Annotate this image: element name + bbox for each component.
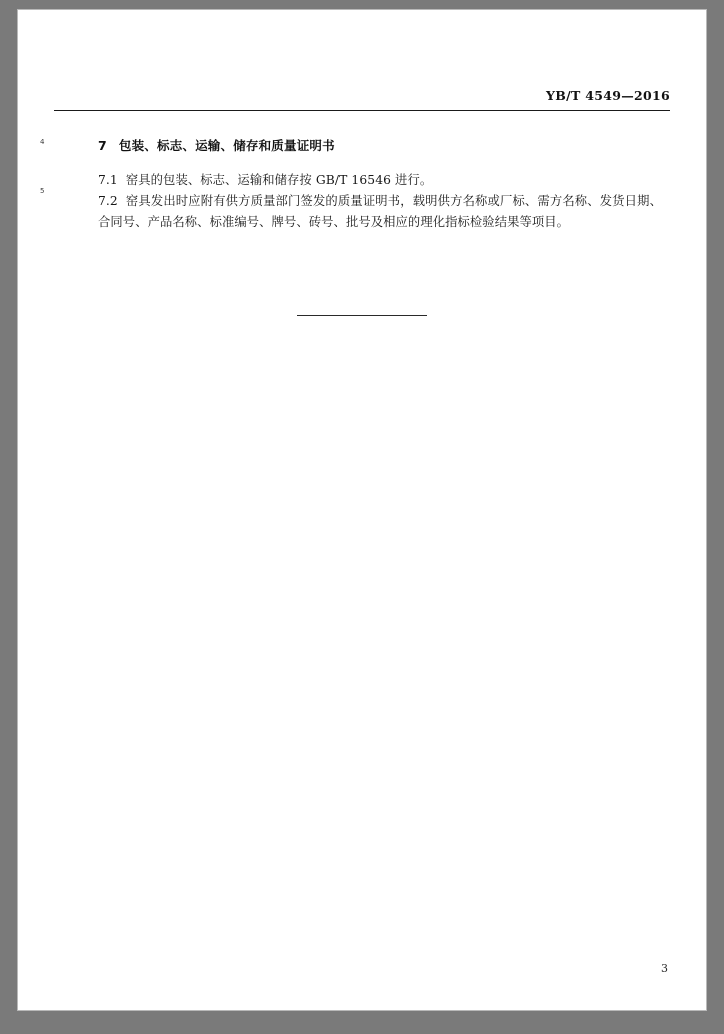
clause-heading-number: 7 xyxy=(98,138,107,153)
section-end-rule xyxy=(297,315,427,316)
paragraph-7-2-text: 窑具发出时应附有供方质量部门签发的质量证明书，载明供方名称或厂标、需方名称、发货日期、合同号、产品名称、标准编号、牌号、砖号、批号及相应的理化指标检验结果等项目。 xyxy=(98,194,662,229)
margin-mark-lower: 5 xyxy=(40,187,45,195)
page-header-standard-code: YB/T 4549—2016 xyxy=(546,88,670,103)
paragraph-7-1 xyxy=(98,170,662,191)
margin-mark-top: 4 xyxy=(40,138,45,146)
paragraph-7-1-text: 窑具的包装、标志、运输和储存按 GB/T 16546 进行。 xyxy=(125,173,433,187)
page-content-area xyxy=(18,10,706,1010)
paragraph-7-2-label: 7.2 xyxy=(98,194,118,208)
document-page xyxy=(18,10,706,1010)
paragraph-7-2 xyxy=(98,191,662,233)
paragraph-7-1-label: 7.1 xyxy=(98,173,118,187)
page-number: 3 xyxy=(661,962,668,975)
clause-heading-text: 包装、标志、运输、储存和质量证明书 xyxy=(118,138,335,153)
header-divider-rule xyxy=(54,110,670,111)
clause-heading xyxy=(98,136,335,154)
